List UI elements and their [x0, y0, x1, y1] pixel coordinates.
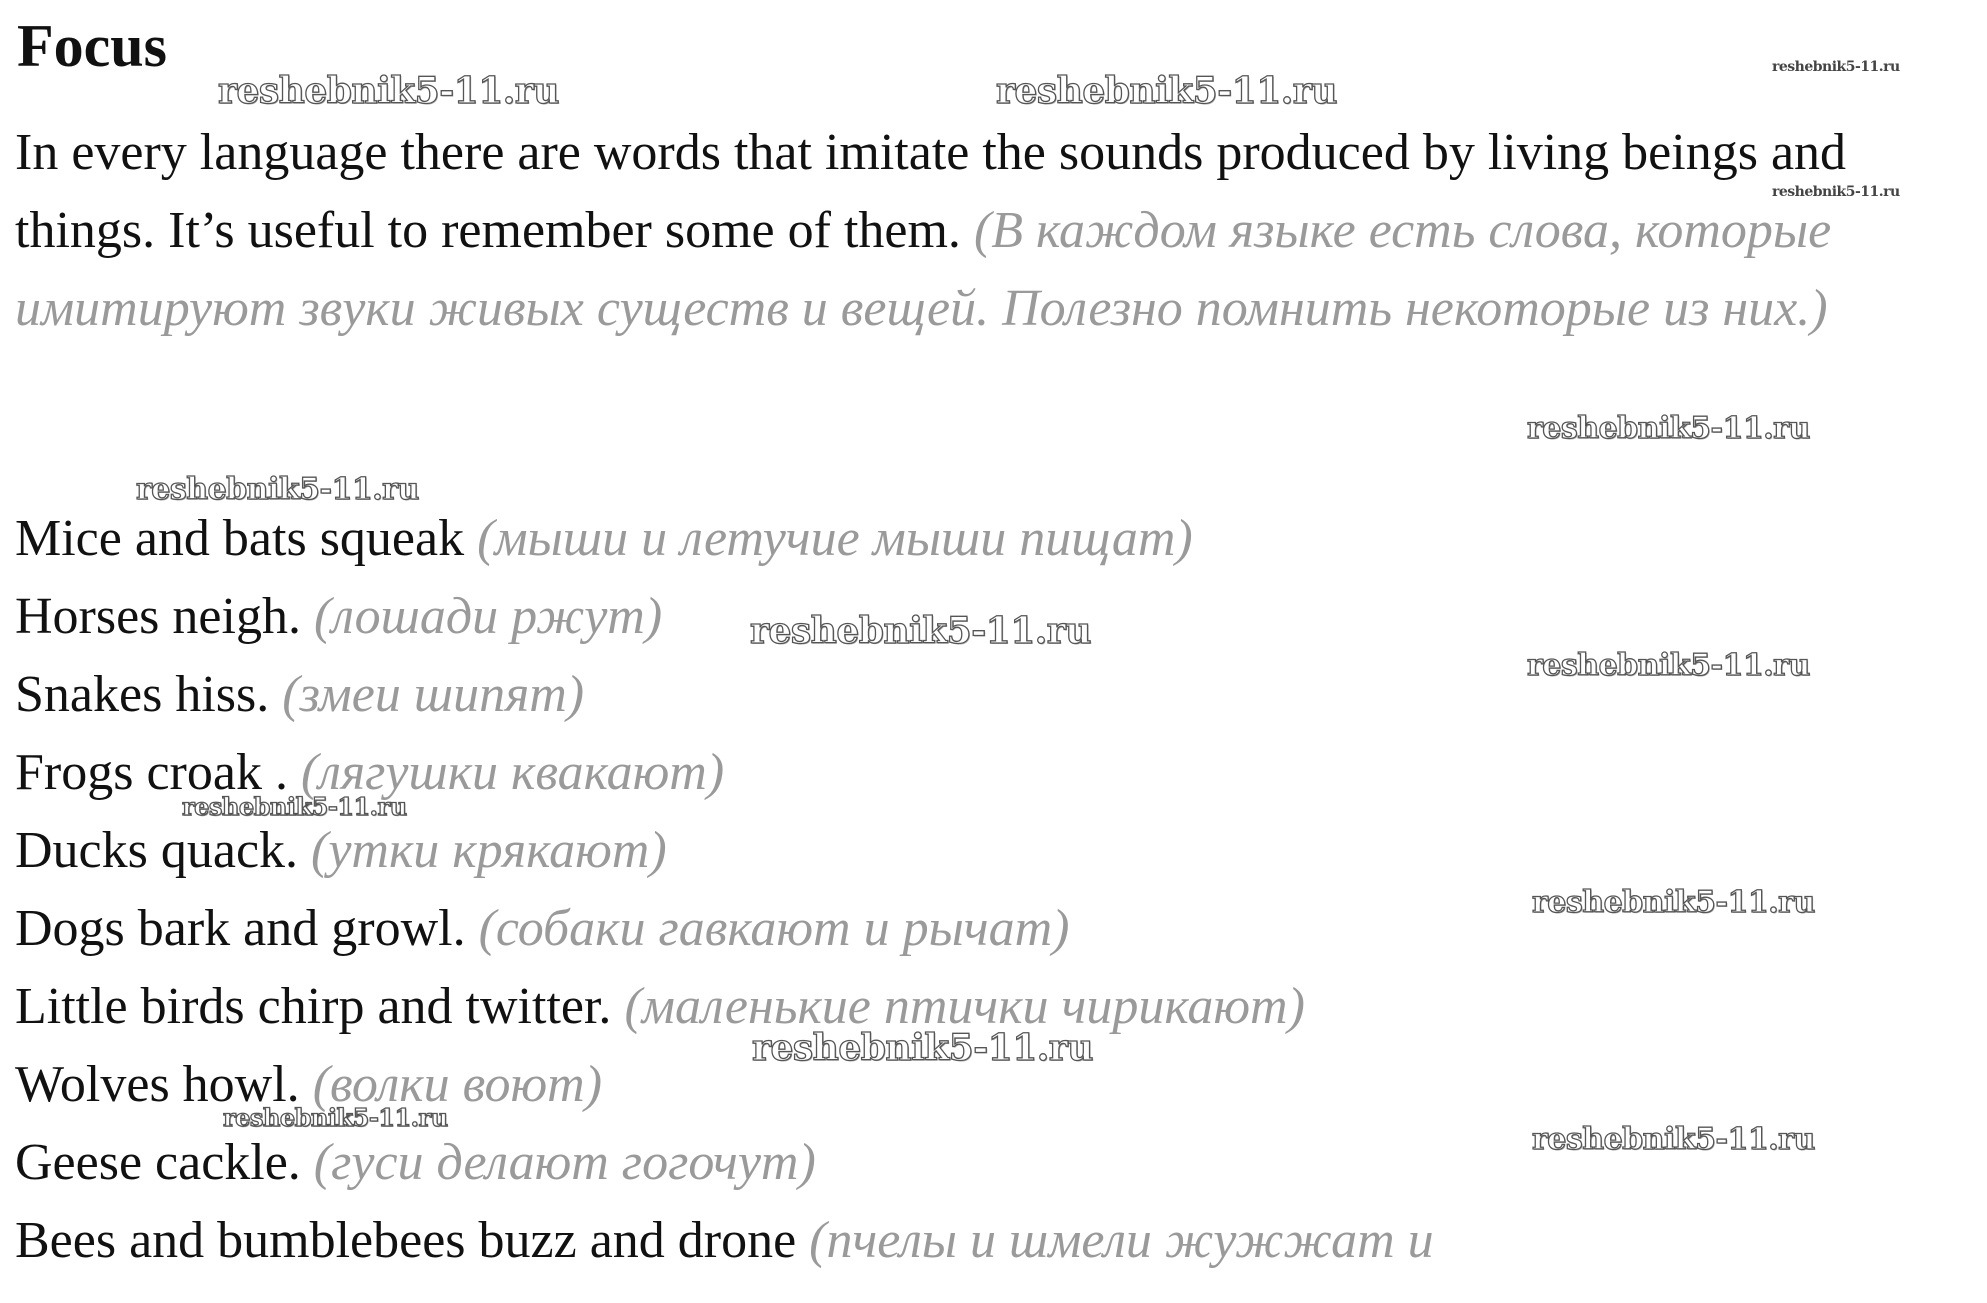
item-english-text: Geese cackle.: [15, 1134, 314, 1191]
item-russian-translation: (лягушки квакают): [300, 744, 725, 801]
item-russian-translation: (собаки гавкают и рычат): [478, 900, 1070, 957]
item-english-text: Wolves howl.: [15, 1056, 313, 1113]
item-russian-translation: (волки воют): [312, 1056, 603, 1113]
item-russian-translation: (пчелы и шмели жужжат и: [809, 1212, 1434, 1269]
intro-english-text: In every language there are words that imitate the sounds produced by living beings and things. It’s useful to remember some of them.: [15, 124, 1847, 259]
intro-paragraph: [15, 114, 1975, 348]
intro-russian-translation: (В каждом языке есть слова, которые имитируют звуки живых существ и вещей. Полезно помнить некоторые из них.): [15, 202, 1832, 337]
list-item: [15, 500, 1975, 578]
watermark-6: reshebnik5-11.ru: [136, 472, 419, 507]
item-russian-translation: (мыши и летучие мыши пищат): [477, 510, 1193, 567]
item-russian-translation: (лошади ржут): [313, 588, 663, 645]
watermark-8: reshebnik5-11.ru: [1527, 648, 1810, 683]
watermark-10: reshebnik5-11.ru: [1532, 885, 1815, 920]
watermark-12: reshebnik5-11.ru: [223, 1103, 448, 1132]
item-english-text: Ducks quack.: [15, 822, 312, 879]
item-russian-translation: (маленькие птички чирикают): [624, 978, 1305, 1035]
item-russian-translation: (утки крякают): [311, 822, 667, 879]
page-title: Focus: [17, 13, 167, 79]
item-russian-translation: (змеи шипят): [282, 666, 585, 723]
item-russian-translation: (гуси делают гогочут): [313, 1134, 816, 1191]
item-english-text: Dogs bark and growl.: [15, 900, 479, 957]
watermark-13: reshebnik5-11.ru: [1532, 1122, 1815, 1157]
watermark-4: reshebnik5-11.ru: [996, 70, 1337, 112]
watermark-2: reshebnik5-11.ru: [1772, 184, 1900, 200]
item-english-text: Frogs croak .: [15, 744, 301, 801]
list-item: [15, 1202, 1975, 1280]
watermark-9: reshebnik5-11.ru: [182, 792, 407, 821]
watermark-11: reshebnik5-11.ru: [752, 1027, 1093, 1069]
watermark-3: reshebnik5-11.ru: [218, 70, 559, 112]
watermark-7: reshebnik5-11.ru: [750, 610, 1091, 652]
item-english-text: Mice and bats squeak: [15, 510, 478, 567]
watermark-5: reshebnik5-11.ru: [1527, 411, 1810, 446]
item-english-text: Little birds chirp and twitter.: [15, 978, 625, 1035]
watermark-1: reshebnik5-11.ru: [1772, 59, 1900, 75]
item-english-text: Horses neigh.: [15, 588, 314, 645]
list-item: [15, 812, 1975, 890]
item-english-text: Bees and bumblebees buzz and drone: [15, 1212, 810, 1269]
item-english-text: Snakes hiss.: [15, 666, 283, 723]
